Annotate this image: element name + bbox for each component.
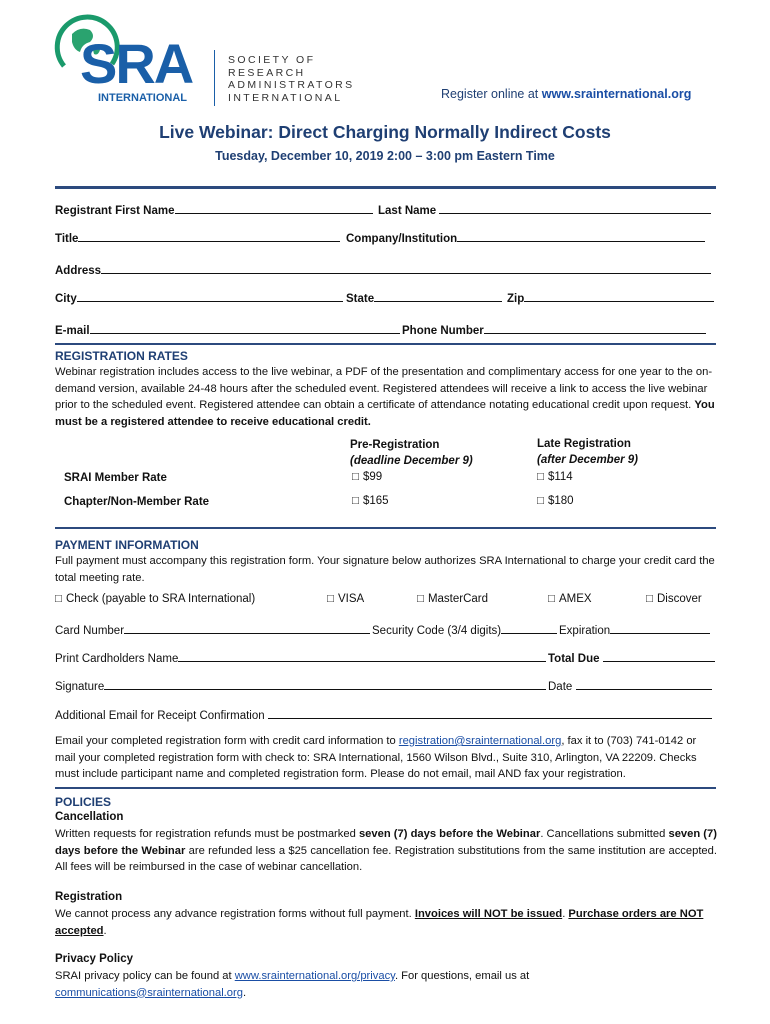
policies-heading: POLICIES (55, 795, 112, 809)
signature-field[interactable] (55, 678, 546, 693)
registration-heading: Registration (55, 891, 123, 903)
register-online-label: Register online at (441, 87, 542, 101)
privacy-heading: Privacy Policy (55, 953, 133, 965)
total-due-field[interactable] (548, 650, 715, 665)
submission-text: Email your completed registration form with credit card information to (55, 735, 399, 747)
logo-subtitle: INTERNATIONAL (98, 92, 188, 104)
email-label: E-mail (55, 325, 90, 337)
rate-checkbox[interactable] (537, 495, 574, 507)
pre-registration-title: Pre-Registration (350, 439, 440, 451)
expiration-label: Expiration (559, 625, 611, 637)
payment-method-label: AMEX (558, 593, 592, 605)
city-field[interactable] (55, 290, 343, 305)
sra-logo (52, 14, 355, 106)
page-subtitle: Tuesday, December 10, 2019 2:00 – 3:00 pm Eastern Time (215, 149, 555, 163)
email-field[interactable] (55, 322, 400, 337)
cancellation-emphasis: seven (7) days before the Webinar (358, 828, 541, 840)
registration-emphasis: Invoices will NOT be issued (414, 908, 563, 920)
divider (55, 787, 716, 789)
address-field[interactable] (55, 262, 711, 277)
rate-checkbox[interactable] (537, 471, 573, 483)
society-text (228, 54, 355, 104)
privacy-text (55, 968, 717, 1001)
print-name-label: Print Cardholders Name (55, 653, 179, 665)
check-option[interactable] (55, 593, 255, 605)
payment-method-label: MasterCard (427, 593, 489, 605)
privacy-body: . For questions, email us at (394, 970, 530, 982)
security-code-field[interactable] (372, 622, 557, 637)
discover-option[interactable] (646, 593, 702, 605)
payment-method-label: Check (payable to SRA International) (65, 593, 256, 605)
logo-letters: SRA (80, 32, 193, 95)
rate-checkbox[interactable] (352, 495, 389, 507)
additional-email-field[interactable] (55, 707, 712, 722)
amex-option[interactable] (548, 593, 592, 605)
submission-instructions (55, 733, 717, 783)
card-number-label: Card Number (55, 625, 125, 637)
date-label: Date (548, 681, 573, 693)
city-label: City (55, 293, 77, 305)
society-line: RESEARCH (228, 66, 306, 79)
rates-text-emphasis: You must be a registered attendee to receive educational credit. (55, 399, 715, 428)
card-number-field[interactable] (55, 622, 370, 637)
cancellation-heading: Cancellation (55, 811, 124, 823)
rates-heading: REGISTRATION RATES (55, 349, 188, 363)
register-online-link[interactable]: www.srainternational.org (541, 87, 692, 101)
additional-email-label: Additional Email for Receipt Confirmation (55, 710, 265, 722)
rates-text-body: Webinar registration includes access to the live webinar, a PDF of the presentation and complimentary access for one year to the on-demand version, available 24-48 hours after the scheduled event. Registered attendees will receive a link to access the live webinar prior to the scheduled event. Registered attendee can obtain a certificate of attendance notating educational credit upon request. (55, 366, 713, 411)
cancellation-emphasis: seven (7) days before the Webinar (55, 828, 717, 857)
payment-text: Full payment must accompany this registration form. Your signature below authorizes SRA International to charge your credit card the total meeting rate. (55, 555, 715, 584)
rate-price: $165 (362, 495, 389, 507)
print-name-field[interactable] (55, 650, 546, 665)
zip-field[interactable] (507, 290, 714, 305)
cancellation-body: . Cancellations submitted (540, 828, 669, 840)
cancellation-text (55, 826, 717, 876)
mastercard-option[interactable] (417, 593, 488, 605)
phone-label: Phone Number (402, 325, 484, 337)
registration-text (55, 906, 717, 939)
registration-email-link[interactable]: registration@srainternational.org (398, 735, 562, 747)
rate-price: $99 (362, 471, 383, 483)
logo-divider (214, 50, 215, 106)
rate-price: $114 (547, 471, 573, 483)
total-due-label: Total Due (548, 653, 600, 665)
first-name-label: Registrant First Name (55, 205, 175, 217)
page-title: Live Webinar: Direct Charging Normally Indirect Costs (159, 122, 611, 142)
registration-body: . (103, 924, 107, 937)
security-code-label: Security Code (3/4 digits) (372, 625, 502, 637)
submission-text: , fax it to (703) 741-0142 or mail your completed registration form with check to: SRA International, 1560 Wilson Blvd., Suite 310, Arlington, VA 22209. Checks must include participant name and completed registration form. Please do not email, mail AND fax your registration. (55, 735, 697, 780)
pre-registration-deadline: (deadline December 9) (350, 455, 473, 467)
late-registration-title: Late Registration (537, 438, 631, 450)
rate-price: $180 (547, 495, 574, 507)
payment-method-label: Discover (656, 593, 702, 605)
cancellation-body: Written requests for registration refunds must be postmarked (55, 828, 359, 840)
phone-field[interactable] (402, 322, 706, 337)
last-name-label: Last Name (378, 205, 437, 217)
payment-method-label: VISA (337, 593, 365, 605)
signature-label: Signature (55, 681, 105, 693)
privacy-body: . (242, 986, 247, 999)
society-line: ADMINISTRATORS (228, 79, 355, 91)
privacy-link[interactable]: www.srainternational.org/privacy (234, 970, 395, 982)
rate-row-label: Chapter/Non-Member Rate (64, 496, 210, 508)
zip-label: Zip (507, 293, 525, 305)
company-field[interactable] (346, 230, 705, 245)
society-line: INTERNATIONAL (228, 91, 343, 104)
state-field[interactable] (346, 290, 502, 305)
payment-heading: PAYMENT INFORMATION (55, 538, 199, 552)
state-label: State (346, 293, 375, 305)
address-label: Address (55, 265, 102, 277)
pre-registration-header (350, 437, 473, 469)
registration-body: . (562, 908, 569, 920)
register-online (441, 87, 691, 101)
visa-option[interactable] (327, 593, 364, 605)
title-label: Title (55, 233, 79, 245)
society-line: SOCIETY OF (228, 54, 316, 66)
registration-body: We cannot process any advance registration forms without full payment. (55, 908, 415, 920)
expiration-field[interactable] (559, 622, 710, 637)
cancellation-body: are refunded less a $25 cancellation fee. Registration substitutions from the same institution are accepted. All fees will be reimbursed in the case of webinar cancellation. (55, 844, 717, 873)
divider (55, 527, 716, 529)
registration-emphasis: Purchase orders are NOT accepted (55, 908, 704, 937)
company-label: Company/Institution (346, 233, 458, 245)
rate-row-label: SRAI Member Rate (64, 472, 167, 484)
divider (55, 343, 716, 345)
title-field[interactable] (55, 230, 340, 245)
late-registration-deadline: (after December 9) (537, 454, 638, 466)
divider (55, 186, 716, 189)
last-name-field[interactable] (378, 202, 711, 217)
communications-email-link[interactable]: communications@srainternational.org (55, 986, 243, 999)
rate-checkbox[interactable] (352, 471, 382, 483)
first-name-field[interactable] (55, 202, 373, 217)
date-field[interactable] (548, 678, 712, 693)
late-registration-header (537, 436, 638, 468)
privacy-body: SRAI privacy policy can be found at (55, 970, 235, 982)
rates-text (55, 364, 717, 430)
